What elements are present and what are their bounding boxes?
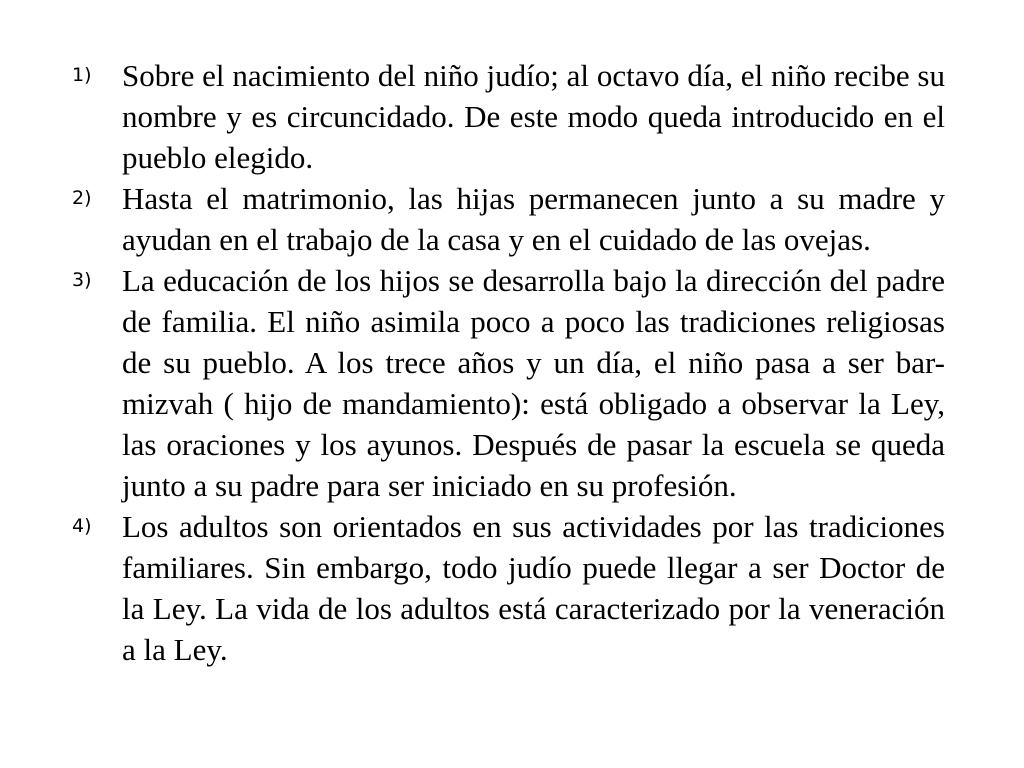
list-item-text: La educación de los hijos se desarrolla bajo la dirección del padre de familia. El niño asimila poco a poco las tradiciones religiosas de su pueblo. A los trece años y un día, el niño pasa a ser bar-mizvah ( hijo de mandamiento): está obligado a observar la Ley, las oraciones y los ayunos. Después de pasar la escuela se queda junto a su padre para ser iniciado en su profesión. [122,263,945,503]
list-item-text: Los adultos son orientados en sus actividades por las tradiciones familiares. Sin embargo, todo judío puede llegar a ser Doctor de la Ley. La vida de los adultos está caracterizado por la veneración a la Ley. [122,509,945,667]
list-item-number: 1) [72,64,92,86]
list-item-1 [60,55,945,178]
numbered-list [60,55,945,670]
list-item-number: 3) [72,269,92,291]
list-item-text: Hasta el matrimonio, las hijas permanecen junto a su madre y ayudan en el trabajo de la casa y en el cuidado de las ovejas. [122,181,945,257]
list-item-text: Sobre el nacimiento del niño judío; al octavo día, el niño recibe su nombre y es circuncidado. De este modo queda introducido en el pueblo elegido. [122,58,945,175]
list-item-number: 4) [72,515,92,537]
list-item-2 [60,178,945,260]
list-item-4 [60,506,945,670]
list-item-number: 2) [72,187,92,209]
list-item-3 [60,260,945,506]
